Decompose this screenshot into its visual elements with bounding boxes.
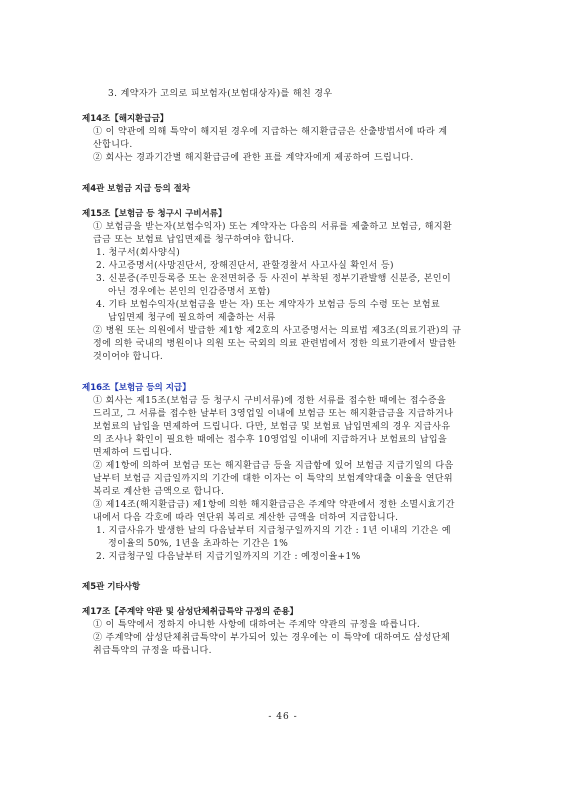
list-item: 정이율의 50%, 1년을 초과하는 기간은 1% bbox=[108, 539, 289, 549]
paragraph-line: ① 보험금을 받는자(보험수익자) 또는 계약자는 다음의 서류를 제출하고 보험금, 해지환 bbox=[93, 222, 453, 232]
article-heading: 제16조【보험금 등의 지급】 bbox=[82, 383, 191, 393]
paragraph-line: 의 조사나 확인이 필요한 때에는 접수후 10영업일 이내에 지급하거나 보험료의 납입을 bbox=[93, 435, 448, 445]
list-item: 4. 기타 보험수익자(보험금을 받는 자) 또는 계약자가 보험금 등의 수령 또는 보험료 bbox=[96, 300, 441, 310]
list-item: 2. 사고증명서(사망진단서, 장해진단서, 관할경찰서 사고사실 확인서 등) bbox=[96, 261, 394, 271]
list-item: 아닌 경우에는 본인의 인감증명서 포함) bbox=[108, 287, 271, 297]
paragraph-line: 내에서 다음 각호에 따라 연단위 복리로 계산한 금액을 더하여 지급합니다. bbox=[93, 513, 399, 523]
list-item: 3. 계약자가 고의로 피보험자(보험대상자)를 해친 경우 bbox=[108, 89, 333, 99]
list-item: 1. 지급사유가 발생한 날의 다음날부터 지급청구일까지의 기간 : 1년 이내의 기간은 예 bbox=[96, 526, 451, 536]
article-heading: 제15조【보험금 등 청구시 구비서류】 bbox=[82, 209, 227, 219]
paragraph-line: 드리고, 그 서류를 접수한 날부터 3영업일 이내에 보험금 또는 해지환급금을 지급하거나 bbox=[93, 409, 454, 419]
paragraph-line: ② 병원 또는 의원에서 발급한 제1항 제2호의 사고증명서는 의료법 제3조(의료기관)의 규 bbox=[93, 326, 462, 336]
paragraph-line: ① 이 약관에 의해 특약이 해지된 경우에 지급하는 해지환급금은 산출방법서에 따라 계 bbox=[93, 127, 448, 137]
paragraph-line: ② 주계약에 삼성단체취급특약이 부가되어 있는 경우에는 이 특약에 대하여도 삼성단체 bbox=[93, 633, 451, 643]
article-heading: 제17조【주계약 약관 및 삼성단체취급특약 규정의 준용】 bbox=[82, 607, 299, 617]
paragraph-line: 급금 또는 보험료 납입면제를 청구하여야 합니다. bbox=[93, 235, 295, 245]
list-item: 2. 지급청구일 다음날부터 지급기일까지의 기간 : 예정이율+1% bbox=[96, 552, 361, 562]
page-number: - 46 - bbox=[268, 712, 298, 722]
section-heading: 제4관 보험금 지급 등의 절차 bbox=[82, 184, 191, 194]
paragraph-line: 것이어야 합니다. bbox=[93, 352, 164, 362]
paragraph-line: 복리로 계산한 금액으로 합니다. bbox=[93, 487, 225, 497]
paragraph-line: ② 제1항에 의하여 보험금 또는 해지환급금 등을 지급함에 있어 보험금 지급기일의 다음 bbox=[93, 461, 454, 471]
list-item: 1. 청구서(회사양식) bbox=[96, 248, 181, 258]
paragraph-line: ① 이 특약에서 정하지 아니한 사항에 대하여는 주계약 약관의 규정을 따릅니다. bbox=[93, 620, 421, 630]
paragraph-line: 산합니다. bbox=[93, 140, 133, 150]
paragraph-line: 면제하여 드립니다. bbox=[93, 448, 173, 458]
paragraph-line: 취급특약의 규정을 따릅니다. bbox=[93, 646, 212, 656]
paragraph-line: ② 회사는 경과기간별 해지환급금에 관한 표를 계약자에게 제공하여 드립니다. bbox=[93, 153, 414, 163]
list-item: 납입면제 청구에 필요하여 제출하는 서류 bbox=[108, 313, 276, 323]
article-heading: 제14조【해지환급금】 bbox=[82, 114, 169, 124]
list-item: 3. 신분증(주민등록증 또는 운전면허증 등 사진이 부착된 정부기관발행 신분증, 본인이 bbox=[96, 274, 452, 284]
section-heading: 제5관 기타사항 bbox=[82, 582, 141, 592]
paragraph-line: 보험료의 납입을 면제하여 드립니다. 다만, 보험금 및 보험료 납입면제의 경우 지급사유 bbox=[93, 422, 451, 432]
paragraph-line: ③ 제14조(해지환급금) 제1항에 의한 해지환급금은 주계약 약관에서 정한 소멸시효기간 bbox=[93, 500, 455, 510]
paragraph-line: ① 회사는 제15조(보험금 등 청구시 구비서류)에 정한 서류를 접수한 때에는 접수증을 bbox=[93, 396, 447, 406]
paragraph-line: 날부터 보험금 지급일까지의 기간에 대한 이자는 이 특약의 보험계약대출 이율을 연단위 bbox=[93, 474, 453, 484]
paragraph-line: 정에 의한 국내의 병원이나 의원 또는 국외의 의료 관련법에서 정한 의료기관에서 발급한 bbox=[93, 339, 457, 349]
